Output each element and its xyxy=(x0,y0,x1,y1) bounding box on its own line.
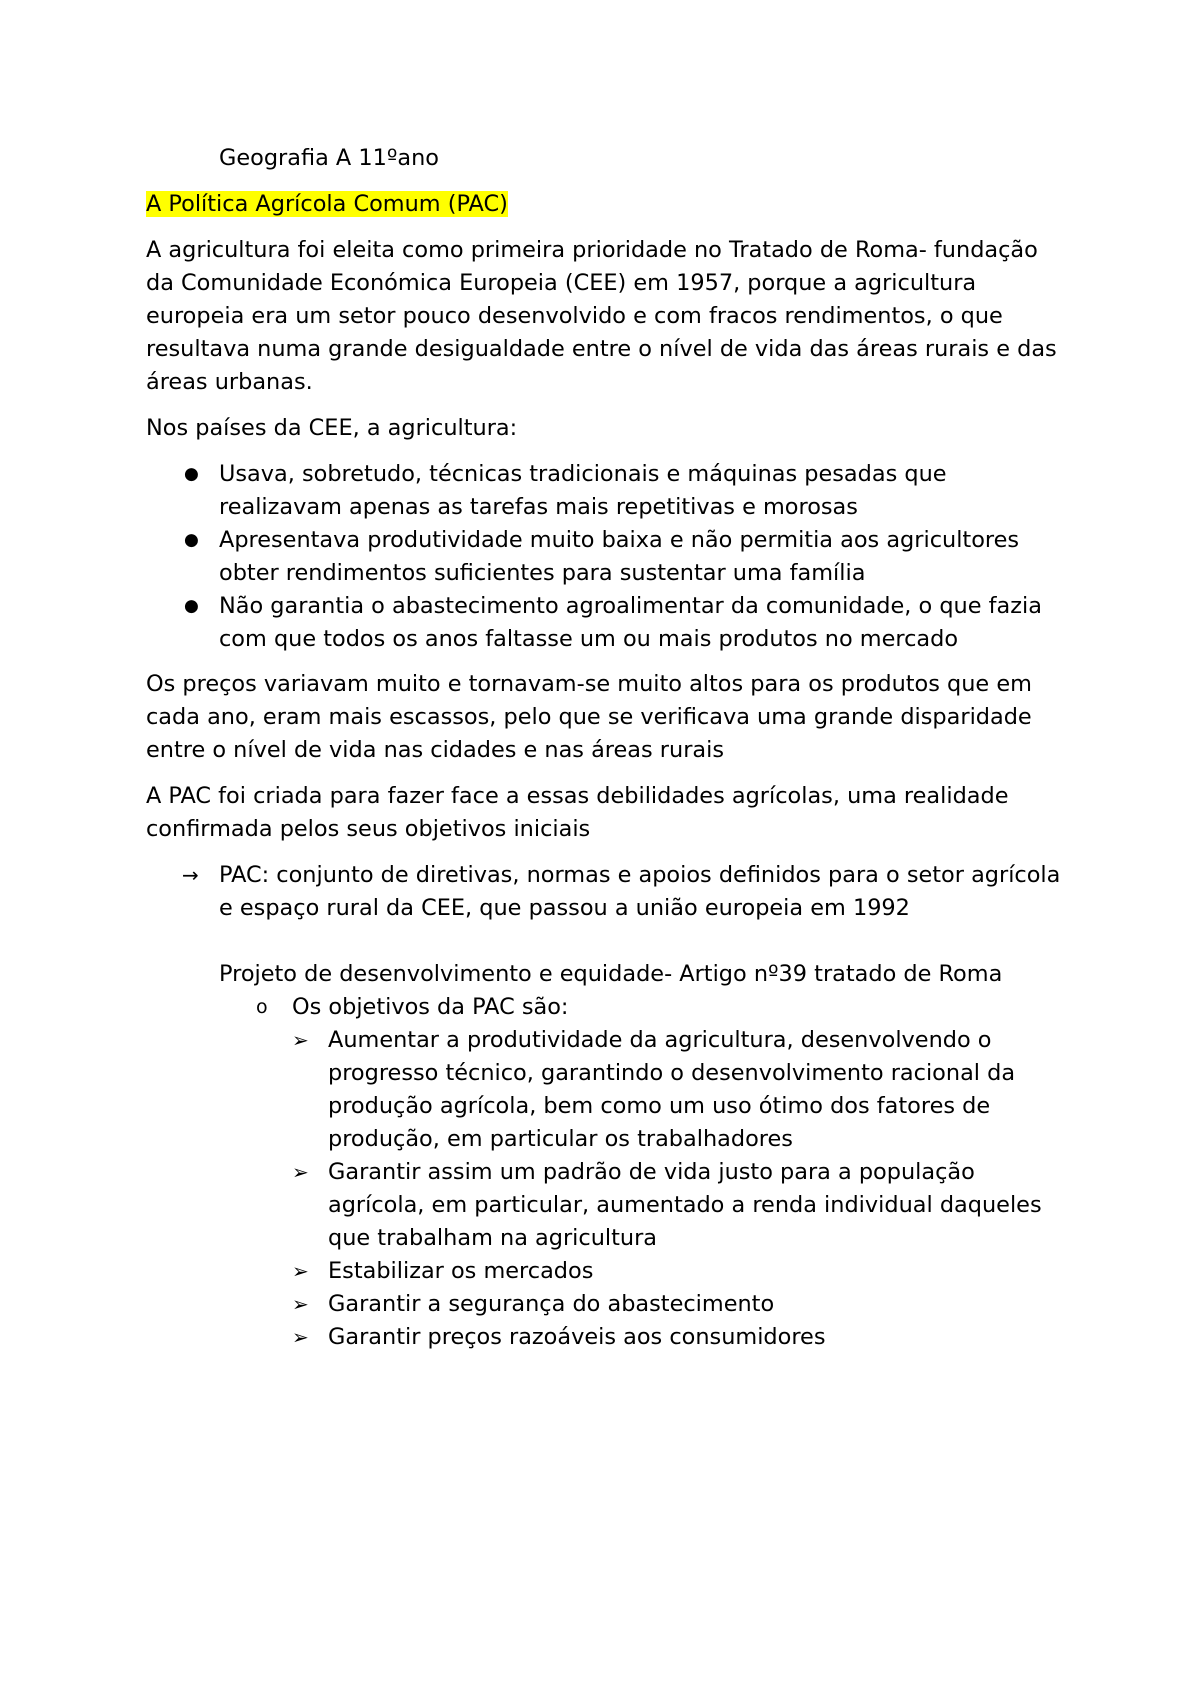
arrowhead-bullet-icon: ➢ xyxy=(292,1160,309,1184)
document-body xyxy=(146,142,1066,1354)
list-item xyxy=(146,1024,1066,1156)
objectives-list xyxy=(146,1024,1066,1354)
document-title: Geografia A 11ºano xyxy=(219,145,439,171)
list-item xyxy=(146,1288,1066,1321)
highlighted-heading-text: A Política Agrícola Comum (PAC) xyxy=(146,191,508,217)
list-item xyxy=(146,458,1066,524)
objectives-intro-text: Os objetivos da PAC são: xyxy=(292,994,569,1020)
arrowhead-bullet-icon: ➢ xyxy=(292,1028,309,1052)
bullet-icon: ● xyxy=(184,596,199,616)
list-item xyxy=(146,1321,1066,1354)
objective-text: Garantir preços razoáveis aos consumidores xyxy=(328,1324,826,1350)
pac-definition-text: PAC: conjunto de diretivas, normas e apoios definidos para o setor agrícola e espaço rural da CEE, que passou a união europeia em 1992 xyxy=(219,862,1061,921)
list-item xyxy=(146,1156,1066,1255)
section-heading xyxy=(146,188,1066,221)
circle-bullet-icon: o xyxy=(256,996,268,1018)
objective-text: Estabilizar os mercados xyxy=(328,1258,594,1284)
blank-line xyxy=(219,925,1066,958)
objective-text: Garantir assim um padrão de vida justo para a população agrícola, em particular, aumentado a renda individual daqueles que trabalham na agricultura xyxy=(328,1159,1042,1251)
list-item xyxy=(146,590,1066,656)
pac-paragraph: A PAC foi criada para fazer face a essas debilidades agrícolas, uma realidade confirmada pelos seus objetivos iniciais xyxy=(146,783,1009,842)
pac-definition-item xyxy=(146,859,1066,991)
bullet-icon: ● xyxy=(184,530,199,550)
bullet-icon: ● xyxy=(184,464,199,484)
arrowhead-bullet-icon: ➢ xyxy=(292,1292,309,1316)
objective-text: Garantir a segurança do abastecimento xyxy=(328,1291,775,1317)
list-item xyxy=(146,524,1066,590)
prices-paragraph: Os preços variavam muito e tornavam-se muito altos para os produtos que em cada ano, eram mais escassos, pelo que se verificava uma grande disparidade entre o nível de vida nas cidades e nas áreas rurais xyxy=(146,671,1032,763)
objective-text: Aumentar a produtividade da agricultura, desenvolvendo o progresso técnico, garantindo o desenvolvimento racional da produção agrícola, bem como um uso ótimo dos fatores de produção, em particular os trabalhadores xyxy=(328,1027,1016,1152)
arrow-right-icon: → xyxy=(182,863,199,887)
list-item-text: Não garantia o abastecimento agroalimentar da comunidade, o que fazia com que todos os anos faltasse um ou mais produtos no mercado xyxy=(219,593,1042,652)
objectives-intro-item xyxy=(146,991,1066,1024)
list-item-text: Apresentava produtividade muito baixa e não permitia aos agricultores obter rendimentos suficientes para sustentar uma família xyxy=(219,527,1020,586)
arrowhead-bullet-icon: ➢ xyxy=(292,1325,309,1349)
list-item-text: Usava, sobretudo, técnicas tradicionais e máquinas pesadas que realizavam apenas as tarefas mais repetitivas e morosas xyxy=(219,461,947,520)
project-text: Projeto de desenvolvimento e equidade- Artigo nº39 tratado de Roma xyxy=(219,961,1003,987)
bullet-list xyxy=(146,458,1066,656)
list-intro: Nos países da CEE, a agricultura: xyxy=(146,415,518,441)
intro-paragraph: A agricultura foi eleita como primeira prioridade no Tratado de Roma- fundação da Comunidade Económica Europeia (CEE) em 1957, porque a agricultura europeia era um setor pouco desenvolvido e com fracos rendimentos, o que resultava numa grande desigualdade entre o nível de vida das áreas rurais e das áreas urbanas. xyxy=(146,237,1057,395)
list-item xyxy=(146,1255,1066,1288)
arrowhead-bullet-icon: ➢ xyxy=(292,1259,309,1283)
